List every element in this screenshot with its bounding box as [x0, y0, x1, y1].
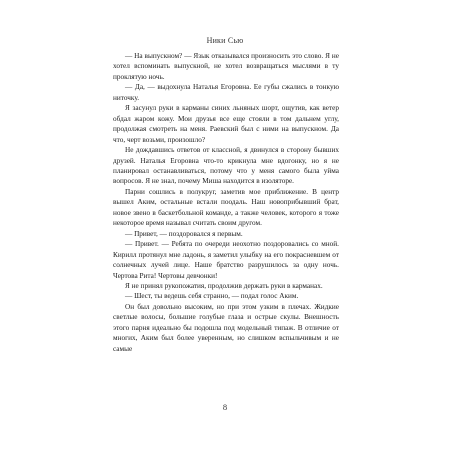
paragraph: Парни сошлись в полукруг, заметив мое приближение. В центр вышел Аким, остальные встали поодаль. Наш новоприбывший брат, новое звено в баскетбольной команде, а также человек, которого я тоже некоторое время называл считать своим другом. [113, 187, 339, 228]
running-title: Ники Сью [206, 36, 244, 45]
paragraph: — На выпускном? — Язык отказывался произносить это слово. Я не хотел вспоминать выпускной, не хотел возвращаться мыслями в ту проклятую ночь. [113, 52, 339, 81]
paragraph: Он был довольно высоким, но при этом узким в плечах. Жидкие светлые волосы, большие голубые глаза и острые скулы. Внешность этого парня идеально бы подошла под модельный типаж. В отличие от многих, Аким был более уверенным, но слишком вспыльчивым и не самые [113, 302, 339, 353]
page-number: 8 [222, 402, 228, 412]
paragraph: Не дождавшись ответов от классной, я двинулся в сторону бывших друзей. Наталья Егоровна что-то крикнула мне вдогонку, но я не планировал останавливаться, потому что у меня самого была уйма вопросов. Я не знал, почему Миша находится в изоляторе. [113, 146, 339, 186]
paragraph: — Привет, — поздоровался я первым. [125, 229, 243, 238]
paragraph: — Привет. — Ребята по очереди неохотно поздоровались со мной. Кирилл протянул мне ладонь, я заметил улыбку на его покрасневшем от солнечных лучей лице. Наше братство разрушилось за одну ночь. Чертова Рита! Чертовы девчонки! [113, 240, 339, 280]
paragraph: Я засунул руки в карманы синих льняных шорт, ощутив, как ветер обдал жаром кожу. Мои друзья все еще стояли в том дальнем углу, продолжая смотреть на меня. Раевский был с ними на выпускном. Да что, черт возьми, произошло? [113, 104, 339, 144]
paragraph: Я не принял рукопожатия, продолжив держать руки в карманах. [125, 281, 323, 290]
paragraph: — Да, — выдохнула Наталья Егоровна. Ее губы сжались в тонкую ниточку. [113, 83, 339, 102]
paragraph: — Шест, ты ведешь себя странно, — подал голос Аким. [125, 292, 299, 301]
body-text [113, 51, 339, 354]
